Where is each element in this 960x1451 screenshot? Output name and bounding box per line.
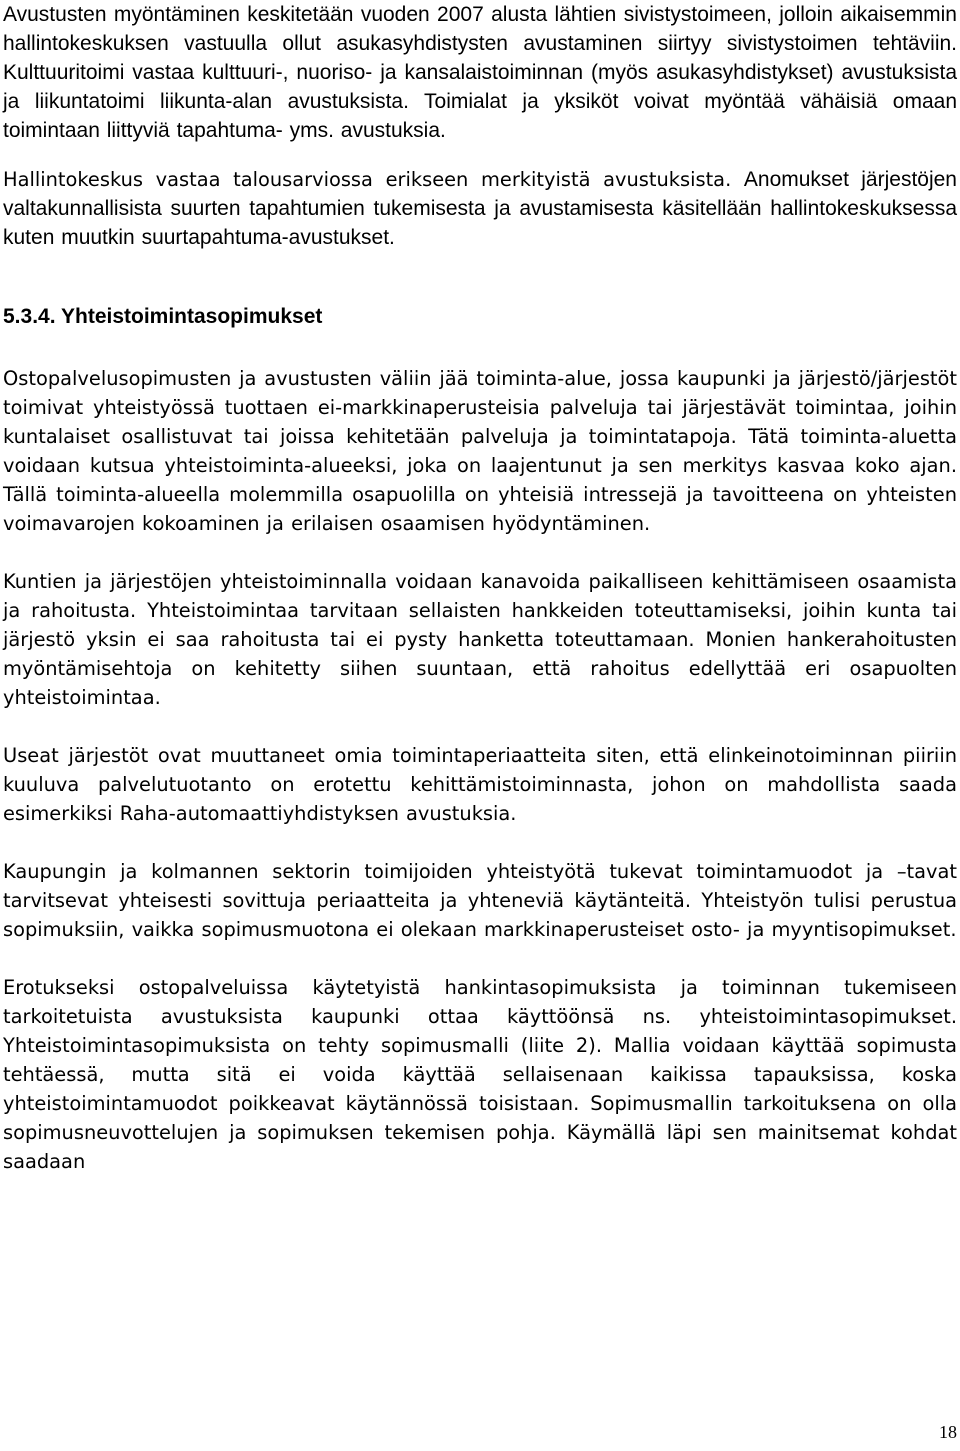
paragraph-hallintokeskus-part-2: Anomukset järjestöjen valtakunnallisista suurten tapahtumien tukemisesta ja avustamisesta käsitellään hallintokeskuksessa kuten muutkin suurtapahtuma-avustukset. <box>3 168 957 249</box>
body-paragraph: Ostopalvelusopimusten ja avustusten väliin jää toiminta-alue, jossa kaupunki ja järjestö/järjestöt toimivat yhteistyössä tuottaen ei-markkinaperusteisia palveluja tai järjestävät toimintaa, joihin kuntalaiset osallistuvat tai joissa kehitetään palveluja ja toimintatapoja. Tätä toiminta-aluetta voidaan kutsua yhteistoiminta-alueeksi, joka on laajentunut ja sen merkitys kasvaa koko ajan. Tällä toiminta-alueella molemmilla osapuolilla on yhteisiä intressejä ja tavoitteena on yhteisten voimavarojen kokoaminen ja erilaisen osaamisen hyödyntäminen. <box>3 367 957 535</box>
paragraph-hallintokeskus-part-1: Hallintokeskus vastaa talousarviossa erikseen merkityistä avustuksista. <box>3 168 744 191</box>
page-number: 18 <box>939 1422 957 1442</box>
section-heading: 5.3.4. Yhteistoimintasopimukset <box>3 305 323 328</box>
body-paragraph: Kaupungin ja kolmannen sektorin toimijoiden yhteistyötä tukevat toimintamuodot ja –tavat tarvitsevat yhteisesti sovittuja periaatteita ja yhteneviä käytänteitä. Yhteistyön tulisi perustua sopimuksiin, vaikka sopimusmuotona ei olekaan markkinaperusteiset osto- ja myyntisopimukset. <box>3 860 957 941</box>
document-page <box>3 0 957 1176</box>
paragraph-intro <box>3 0 957 145</box>
paragraph-hallintokeskus <box>3 165 957 252</box>
body-paragraph: Useat järjestöt ovat muuttaneet omia toimintaperiaatteita siten, että elinkeinotoiminnan piiriin kuuluva palvelutuotanto on erotettu kehittämistoiminnasta, johon on mahdollista saada esimerkiksi Raha-automaattiyhdistyksen avustuksia. <box>3 744 957 825</box>
body-paragraph: Erotukseksi ostopalveluissa käytetyistä hankintasopimuksista ja toiminnan tukemiseen tarkoitetuista avustuksista kaupunki ottaa käyttöönsä ns. yhteistoimintasopimukset. Yhteistoimintasopimuksista on tehty sopimusmalli (liite 2). Mallia voidaan käyttää sopimusta tehtäessä, mutta sitä ei voida käyttää sellaisenaan kaikissa tapauksissa, koska yhteistoimintamuodot poikkeavat käytännössä toisistaan. Sopimusmallin tarkoituksena on olla sopimusneuvottelujen ja sopimuksen tekemisen pohja. Käymällä läpi sen mainitsemat kohdat saadaan <box>3 976 957 1173</box>
body-paragraph: Kuntien ja järjestöjen yhteistoiminnalla voidaan kanavoida paikalliseen kehittämiseen osaamista ja rahoitusta. Yhteistoimintaa tarvitaan sellaisten hankkeiden toteuttamiseksi, joihin kunta tai järjestö yksin ei saa rahoitusta tai ei pysty hanketta toteuttamaan. Monien hankerahoitusten myöntämisehtoja on kehitetty siihen suuntaan, että rahoitus edellyttää eri osapuolten yhteistoimintaa. <box>3 570 957 709</box>
paragraph-intro-text: Avustusten myöntäminen keskitetään vuoden 2007 alusta lähtien sivistystoimeen, jolloin aikaisemmin hallintokeskuksen vastuulla ollut asukasyhdistysten avustaminen siirtyy sivistystoimen tehtäviin. Kulttuuritoimi vastaa kulttuuri-, nuoriso- ja kansalaistoiminnan (myös asukasyhdistykset) avustuksista ja liikuntatoimi liikunta-alan avustuksista. Toimialat ja yksiköt voivat myöntää vähäisiä omaan toimintaan liittyviä tapahtuma- yms. avustuksia. <box>3 3 957 142</box>
